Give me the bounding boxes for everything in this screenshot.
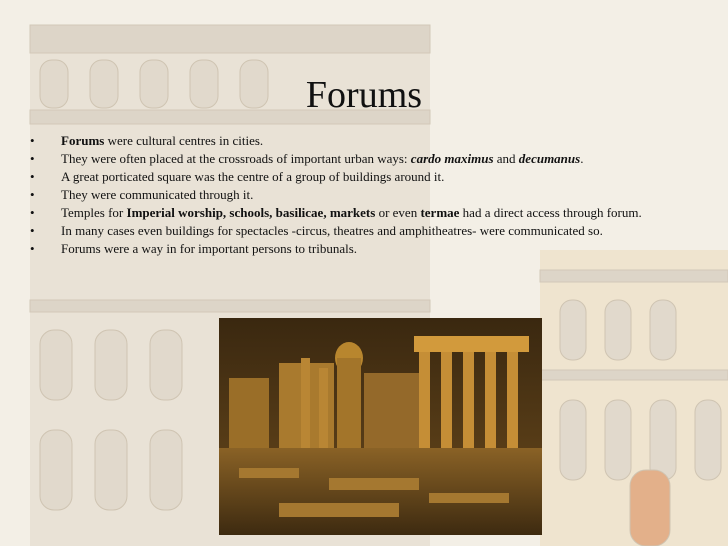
bullet-list xyxy=(30,134,690,260)
bullet-text: Forums were a way in for important persons to tribunals. xyxy=(61,241,358,256)
bullet-text: Forums xyxy=(61,133,105,148)
bullet-text: Imperial worship, schools, basilicae, markets xyxy=(126,205,376,220)
bullet-text: cardo maximus xyxy=(410,151,494,166)
bullet-text: decumanus xyxy=(518,151,581,166)
bullet-item xyxy=(30,224,690,238)
bullet-dot: • xyxy=(30,223,35,238)
bullet-dot: • xyxy=(30,241,35,256)
roman-forum-ruins-photo xyxy=(219,318,542,535)
bullet-item xyxy=(30,152,690,166)
bullet-item xyxy=(30,170,690,184)
bullet-text: A great porticated square was the centre of a group of buildings around it. xyxy=(61,169,445,184)
bullet-text: In many cases even buildings for spectacles -circus, theatres and amphitheatres- were communicated so. xyxy=(61,223,603,238)
bullet-dot: • xyxy=(30,187,35,202)
bullet-text: They were communicated through it. xyxy=(61,187,254,202)
bullet-text: Temples for xyxy=(61,205,127,220)
bullet-item xyxy=(30,242,690,256)
bullet-item xyxy=(30,206,690,220)
bullet-text: or even xyxy=(375,205,421,220)
bullet-dot: • xyxy=(30,169,35,184)
bullet-dot: • xyxy=(30,151,35,166)
bullet-text: and xyxy=(493,151,519,166)
bullet-text: . xyxy=(580,151,584,166)
bullet-item xyxy=(30,134,690,148)
bullet-item xyxy=(30,188,690,202)
slide-title: Forums xyxy=(305,74,423,116)
bullet-dot: • xyxy=(30,133,35,148)
bullet-text: They were often placed at the crossroads of important urban ways: xyxy=(61,151,411,166)
bullet-text: termae xyxy=(420,205,460,220)
bullet-text: were cultural centres in cities. xyxy=(104,133,264,148)
bullet-dot: • xyxy=(30,205,35,220)
bullet-text: had a direct access through forum. xyxy=(459,205,642,220)
